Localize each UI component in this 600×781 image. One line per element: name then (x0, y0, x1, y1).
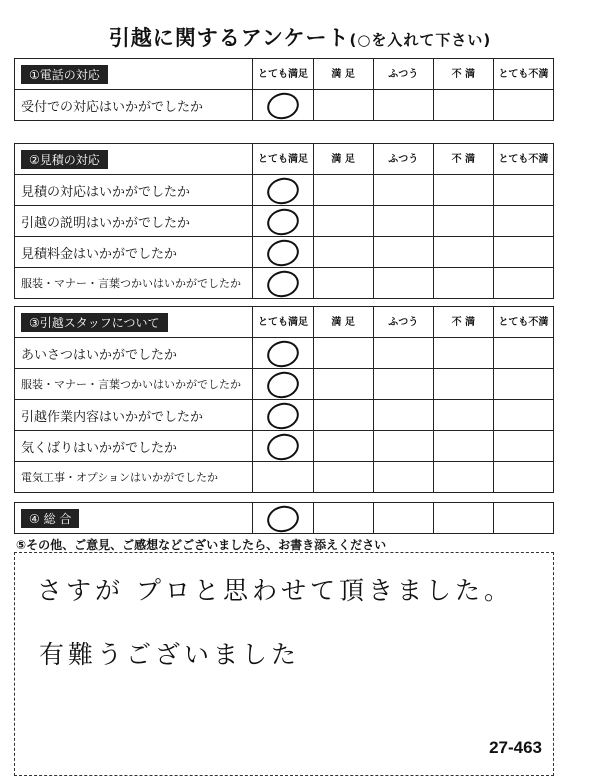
question-text: 気くばりはいかがでしたか (15, 431, 253, 462)
scale-header: ふつう (373, 59, 433, 90)
section-table (14, 143, 554, 299)
question-row (15, 400, 554, 431)
rating-cell[interactable] (433, 175, 493, 206)
rating-cell[interactable] (433, 206, 493, 237)
rating-cell[interactable] (253, 369, 313, 400)
rating-cell[interactable] (313, 237, 373, 268)
comment-line-1: さすが プロと思わせて頂きました。 (37, 576, 513, 605)
rating-cell[interactable] (433, 400, 493, 431)
circle-mark (264, 503, 301, 536)
scale-header: とても不満 (493, 59, 553, 90)
rating-cell[interactable] (253, 175, 313, 206)
question-text: 引越作業内容はいかがでしたか (15, 400, 253, 431)
question-row (15, 431, 554, 462)
rating-cell[interactable] (253, 431, 313, 462)
rating-cell[interactable] (313, 400, 373, 431)
rating-cell[interactable] (433, 462, 493, 493)
title-text: 引越に関するアンケート (108, 26, 350, 50)
form-code: 27-463 (489, 738, 542, 757)
rating-cell[interactable] (493, 268, 553, 299)
rating-cell[interactable] (313, 369, 373, 400)
rating-cell[interactable] (433, 503, 493, 534)
section-label: ②見積の対応 (21, 150, 108, 169)
rating-cell[interactable] (253, 206, 313, 237)
rating-cell[interactable] (373, 90, 433, 121)
question-row (15, 206, 554, 237)
comments-label: ⑤その他、ご意見、ご感想などございましたら、お書き添えください (16, 538, 387, 552)
question-row (15, 175, 554, 206)
rating-cell[interactable] (493, 206, 553, 237)
rating-cell[interactable] (313, 90, 373, 121)
rating-cell[interactable] (253, 90, 313, 121)
rating-cell[interactable] (253, 237, 313, 268)
scale-header: 満 足 (313, 59, 373, 90)
scale-header: とても満足 (253, 307, 313, 338)
rating-cell[interactable] (373, 268, 433, 299)
rating-cell[interactable] (433, 369, 493, 400)
question-row (15, 268, 554, 299)
rating-cell[interactable] (373, 369, 433, 400)
rating-cell[interactable] (253, 503, 313, 534)
rating-cell[interactable] (433, 431, 493, 462)
section-label: ④ 総 合 (21, 509, 79, 528)
circle-mark (264, 338, 301, 371)
rating-cell[interactable] (493, 175, 553, 206)
section-table (14, 306, 554, 493)
rating-cell[interactable] (253, 338, 313, 369)
question-row (15, 369, 554, 400)
section-table (14, 502, 554, 534)
circle-mark (264, 237, 301, 270)
rating-cell[interactable] (313, 503, 373, 534)
question-row (15, 237, 554, 268)
rating-cell[interactable] (373, 431, 433, 462)
comment-line-2: 有難うございました (39, 640, 301, 669)
title-note: (○を入れて下さい) (349, 31, 492, 49)
rating-cell[interactable] (373, 400, 433, 431)
scale-header: とても不満 (493, 307, 553, 338)
rating-cell[interactable] (493, 431, 553, 462)
section-label: ①電話の対応 (21, 65, 108, 84)
question-text: 電気工事・オプションはいかがでしたか (15, 462, 253, 493)
rating-cell[interactable] (373, 237, 433, 268)
rating-cell[interactable] (313, 175, 373, 206)
question-text: 見積の対応はいかがでしたか (15, 175, 253, 206)
circle-mark (264, 369, 301, 402)
rating-cell[interactable] (253, 462, 313, 493)
rating-cell[interactable] (313, 206, 373, 237)
scale-header: とても満足 (253, 59, 313, 90)
rating-cell[interactable] (373, 175, 433, 206)
scale-header: ふつう (373, 307, 433, 338)
scale-header: とても満足 (253, 144, 313, 175)
circle-mark (264, 175, 301, 208)
section-table (14, 58, 554, 121)
question-text: あいさつはいかがでしたか (15, 338, 253, 369)
section-label: ③引越スタッフについて (21, 313, 168, 332)
scale-header: 不 満 (433, 307, 493, 338)
rating-cell[interactable] (433, 237, 493, 268)
rating-cell[interactable] (493, 462, 553, 493)
scale-header: 満 足 (313, 144, 373, 175)
scale-header: とても不満 (493, 144, 553, 175)
circle-mark (264, 90, 301, 123)
question-text: 受付での対応はいかがでしたか (15, 90, 253, 121)
section-header-cell (15, 59, 253, 90)
circle-mark (264, 431, 301, 464)
circle-mark (264, 206, 301, 239)
question-row (15, 90, 554, 121)
scale-header: 不 満 (433, 144, 493, 175)
rating-cell[interactable] (313, 338, 373, 369)
rating-cell[interactable] (433, 338, 493, 369)
rating-cell[interactable] (493, 90, 553, 121)
rating-cell[interactable] (373, 338, 433, 369)
rating-cell[interactable] (253, 268, 313, 299)
survey-title (0, 22, 600, 52)
rating-cell[interactable] (373, 503, 433, 534)
question-text: 服装・マナー・言葉つかいはいかがでしたか (15, 268, 253, 299)
scale-header: ふつう (373, 144, 433, 175)
rating-cell[interactable] (253, 400, 313, 431)
rating-cell[interactable] (373, 462, 433, 493)
rating-cell[interactable] (313, 431, 373, 462)
scale-header: 満 足 (313, 307, 373, 338)
rating-cell[interactable] (493, 503, 553, 534)
question-text: 服装・マナー・言葉つかいはいかがでしたか (15, 369, 253, 400)
question-text: 引越の説明はいかがでしたか (15, 206, 253, 237)
question-text: 見積料金はいかがでしたか (15, 237, 253, 268)
comments-box[interactable] (14, 552, 554, 776)
section-header-cell (15, 144, 253, 175)
rating-cell[interactable] (373, 206, 433, 237)
question-row (15, 462, 554, 493)
rating-cell[interactable] (493, 400, 553, 431)
rating-cell[interactable] (313, 462, 373, 493)
section-header-cell (15, 503, 253, 534)
rating-cell[interactable] (493, 369, 553, 400)
question-row (15, 338, 554, 369)
rating-cell[interactable] (313, 268, 373, 299)
section-header-cell (15, 307, 253, 338)
scale-header: 不 満 (433, 59, 493, 90)
rating-cell[interactable] (493, 338, 553, 369)
rating-cell[interactable] (493, 237, 553, 268)
rating-cell[interactable] (433, 268, 493, 299)
circle-mark (264, 400, 301, 433)
rating-cell[interactable] (433, 90, 493, 121)
circle-mark (264, 268, 301, 301)
